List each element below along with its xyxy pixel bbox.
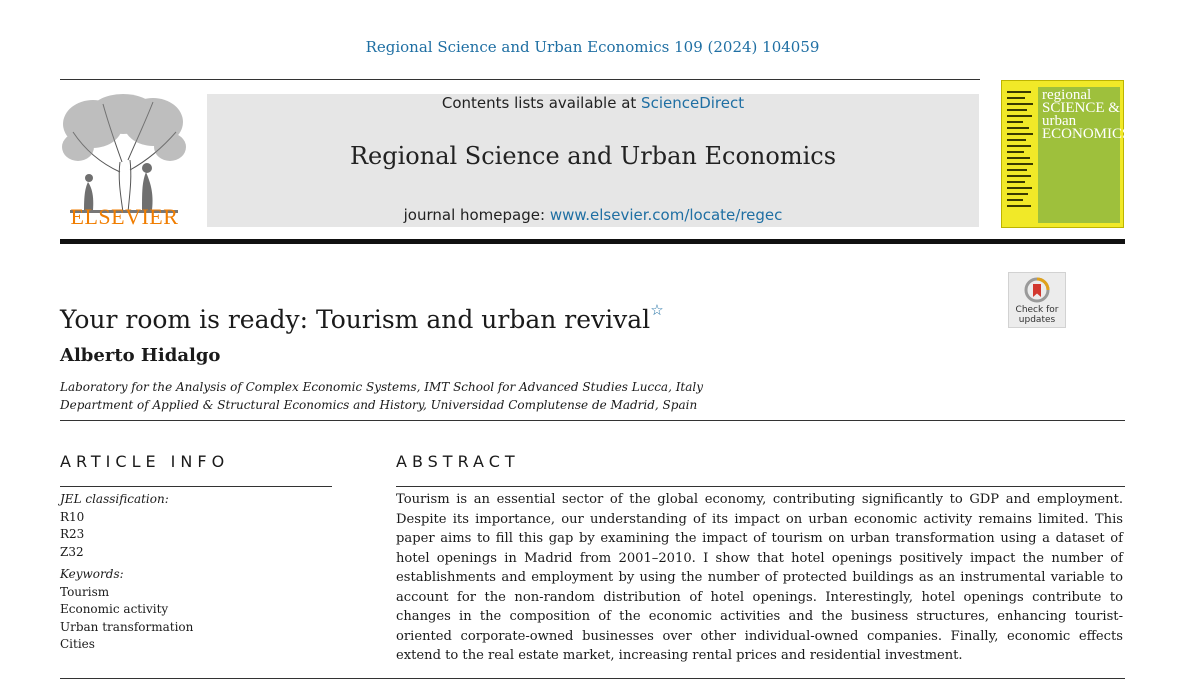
keyword-item: Tourism (60, 584, 110, 599)
header-thick-rule (60, 239, 1125, 244)
contents-prefix: Contents lists available at (441, 94, 642, 112)
journal-citation[interactable]: Regional Science and Urban Economics 109 (2024) 104059 (365, 38, 820, 56)
article-info-block (60, 491, 332, 654)
homepage-prefix: journal homepage: (403, 206, 550, 224)
author-name[interactable]: Alberto Hidalgo (60, 345, 221, 366)
affiliation-2: Department of Applied & Structural Economics and History, Universidad Complutense de Madrid, Spain (60, 398, 698, 412)
abstract-text: Tourism is an essential sector of the global economy, contributing significantly to GDP and employment. Despite its importance, our understanding of its impact on urban economic activity remains limited. This paper aims to fill this gap by examining the impact of tourism on urban transformation using a dataset of hotel openings in Madrid from 2001–2010. I show that hotel openings positively impact the number of establishments and employment by using the number of protected buildings as an instrumental variable to account for the non-random distribution of hotel openings. Interestingly, hotel openings contribute to changes in the composition of the economic activities and the business structures, enhancing tourist-oriented corporate-owned businesses over other individual-owned companies. Finally, economic effects extend to the real estate market, increasing rental prices and residential investment. (396, 492, 1123, 663)
article-title (60, 301, 664, 334)
homepage-line (207, 206, 979, 224)
jel-code: R23 (60, 527, 85, 541)
cover-contents-lines (1007, 91, 1035, 211)
affiliation-rule (60, 420, 1125, 421)
check-for-updates-label: Check for updates (1015, 305, 1059, 325)
abstract-heading: ABSTRACT (396, 452, 520, 471)
check-for-updates-button[interactable] (1008, 272, 1066, 328)
article-title-text: Your room is ready: Tourism and urban revival (60, 305, 651, 334)
jel-code: Z32 (60, 544, 84, 559)
bottom-rule (60, 678, 1125, 679)
contents-line (207, 94, 979, 112)
keyword-item: Cities (60, 637, 95, 651)
journal-banner (207, 94, 979, 227)
elsevier-logo-text[interactable]: ELSEVIER (70, 204, 179, 229)
journal-title[interactable]: Regional Science and Urban Economics (349, 142, 837, 170)
journal-cover-icon[interactable] (1001, 80, 1131, 228)
sciencedirect-link[interactable]: ScienceDirect (641, 94, 745, 112)
header-rule (60, 79, 980, 80)
article-info-heading: ARTICLE INFO (60, 452, 230, 471)
abstract-rule (396, 486, 1125, 487)
jel-label: JEL classification: (60, 492, 169, 506)
keywords-label: Keywords: (60, 567, 124, 581)
cover-title: regional SCIENCE & urban ECONOMICS (1042, 87, 1131, 142)
article-info-rule (60, 486, 332, 487)
affiliation-1: Laboratory for the Analysis of Complex Economic Systems, IMT School for Advanced Studies Lucca, Italy (60, 380, 704, 394)
homepage-link[interactable]: www.elsevier.com/locate/regec (549, 206, 783, 224)
check-for-updates-icon (1024, 277, 1050, 303)
keyword-item: Economic activity (60, 602, 169, 616)
jel-code: R10 (60, 509, 85, 524)
keyword-item: Urban transformation (60, 619, 194, 634)
title-footnote-star-icon[interactable]: ☆ (650, 301, 664, 319)
